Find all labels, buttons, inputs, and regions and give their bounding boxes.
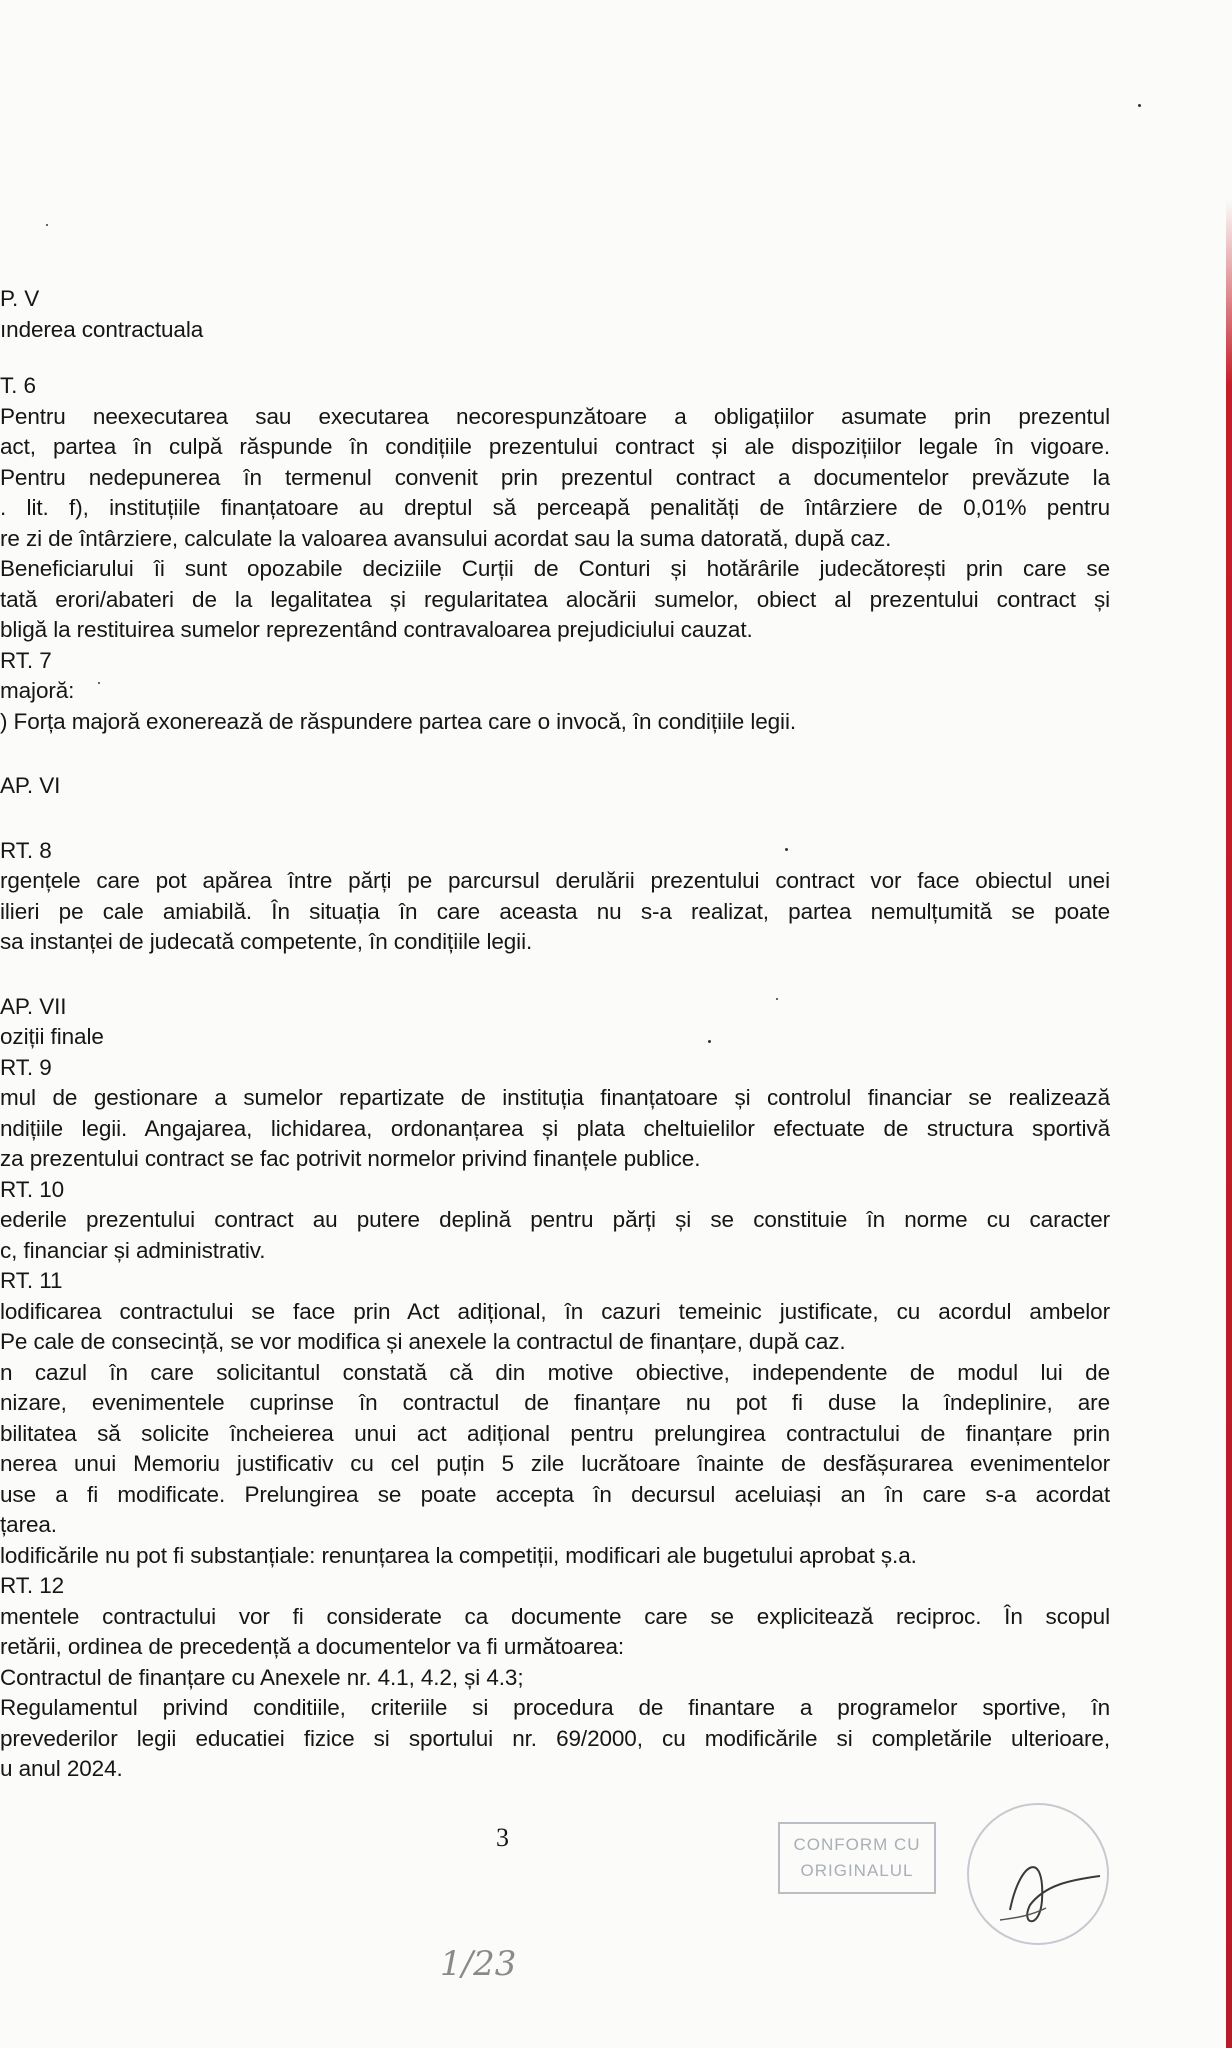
list-item: Regulamentul privind conditiile, criteriile si procedura de finantare a programelor sportive, în	[0, 1695, 1110, 1720]
paragraph-line: ederile prezentului contract au putere deplină pentru părți și se constituie în norme cu caracter	[0, 1207, 1110, 1232]
chapter-heading: P. V	[0, 286, 40, 311]
paragraph-line: tată erori/abateri de la legalitatea și regularitatea alocării sumelor, obiect al prezentului contract și	[0, 586, 1110, 612]
paragraph-line: use a fi modificate. Prelungirea se poate accepta în decursul aceluiași an în care s-a acordat	[0, 1481, 1110, 1507]
paragraph-line: ndițiile legii. Angajarea, lichidarea, ordonanțarea și plata cheltuielilor efectuate de structura sportivă	[0, 1115, 1110, 1141]
article-heading: T. 6	[0, 373, 36, 398]
paragraph-line: Beneficiarului îi sunt opozabile deciziile Curții de Conturi și hotărârile judecătorești prin care se	[0, 556, 1110, 581]
paragraph-line: bilitatea să solicite încheierea unui act adițional pentru prelungirea contractului de finanțare prin	[0, 1420, 1110, 1446]
paragraph-line: re zi de întârziere, calculate la valoarea avansului acordat sau la suma datorată, după caz.	[0, 525, 892, 551]
chapter-title: ınderea contractuala	[0, 316, 204, 342]
paragraph-line: act, partea în culpă răspunde în condițiile prezentului contract și ale dispozițiilor legale în vigoare.	[0, 434, 1110, 459]
article-heading: RT. 7	[0, 647, 52, 673]
paragraph-line: mul de gestionare a sumelor repartizate de instituția finanțatoare și controlul financiar se realizează	[0, 1085, 1110, 1110]
paragraph-line: lodificările nu pot fi substanțiale: renunțarea la competiții, modificari ale bugetului aprobat ș.a.	[0, 1542, 917, 1568]
paragraph-line: u anul 2024.	[0, 1756, 123, 1781]
paragraph-line: nerea unui Memoriu justificativ cu cel puțin 5 zile lucrătoare înainte de desfășurarea evenimentelor	[0, 1451, 1110, 1476]
chapter-heading: AP. VI	[0, 773, 61, 798]
stamp-text-line: CONFORM CU	[793, 1835, 921, 1854]
chapter-heading: AP. VII	[0, 993, 67, 1019]
handwritten-page-note: 1/23	[440, 1944, 517, 1984]
paragraph-line: c, financiar și administrativ.	[0, 1237, 266, 1263]
paragraph-line: rgențele care pot apărea între părți pe parcursul derulării prezentului contract vor face obiectul unei	[0, 868, 1110, 893]
paragraph-line: retării, ordinea de precedență a documentelor va fi următoarea:	[0, 1634, 625, 1659]
round-seal-with-signature	[950, 1790, 1120, 1960]
paragraph-line: . lit. f), instituțiile finanțatoare au dreptul să perceapă penalități de întârziere de 0,01% pentru	[0, 495, 1110, 520]
speck	[46, 224, 48, 226]
paragraph-line: mentele contractului vor fi considerate ca documente care se explicitează reciproc. În scopul	[0, 1603, 1110, 1629]
paragraph-line: țarea.	[0, 1512, 57, 1537]
paragraph-line: Pentru neexecutarea sau executarea necorespunzătoare a obligațiilor asumate prin prezentul	[0, 403, 1110, 429]
page-number: 3	[496, 1823, 509, 1852]
chapter-title: oziții finale	[0, 1024, 104, 1049]
paragraph-line: bligă la restituirea sumelor reprezentând contravaloarea prejudiciului cauzat.	[0, 617, 753, 642]
article-heading: RT. 10	[0, 1176, 65, 1202]
paragraph-line: sa instanței de judecată competente, în condițiile legii.	[0, 929, 533, 954]
paragraph-line: lodificarea contractului se face prin Act adițional, în cazuri temeinic justificate, cu acordul ambelor	[0, 1298, 1110, 1324]
stamp-text-line: ORIGINALUL	[800, 1861, 914, 1880]
page-edge-red-strip	[1226, 200, 1232, 2048]
article-heading: RT. 11	[0, 1268, 63, 1293]
article-heading: RT. 8	[0, 837, 52, 863]
paragraph-line: ilieri pe cale amiabilă. În situația în care aceasta nu s-a realizat, partea nemulțumită se poate	[0, 898, 1110, 924]
paragraph-line: prevederilor legii educatiei fizice si sportului nr. 69/2000, cu modificările si completările ulterioare,	[0, 1725, 1110, 1751]
paragraph-line: majoră:	[0, 678, 75, 703]
paragraph-line: za prezentului contract se fac potrivit normelor privind finanțele publice.	[0, 1146, 701, 1171]
paragraph-line: n cazul în care solicitantul constată că din motive obiective, independente de modul lui de	[0, 1359, 1110, 1385]
paragraph-line: ) Forța majoră exonerează de răspundere partea care o invocă, în condițiile legii.	[0, 708, 796, 734]
paragraph-line: Pe cale de consecință, se vor modifica și anexele la contractul de finanțare, după caz.	[0, 1329, 846, 1354]
list-item: Contractul de finanțare cu Anexele nr. 4.1, 4.2, și 4.3;	[0, 1664, 524, 1690]
article-heading: RT. 12	[0, 1573, 65, 1598]
paragraph-line: nizare, evenimentele cuprinse în contractul de finanțare nu pot fi duse la îndeplinire, are	[0, 1390, 1110, 1415]
article-heading: RT. 9	[0, 1054, 52, 1080]
paragraph-line: Pentru nedepunerea în termenul convenit prin prezentul contract a documentelor prevăzute la	[0, 464, 1110, 490]
speck	[1138, 104, 1141, 107]
document-body	[0, 284, 1110, 1785]
conform-original-stamp	[778, 1822, 936, 1894]
